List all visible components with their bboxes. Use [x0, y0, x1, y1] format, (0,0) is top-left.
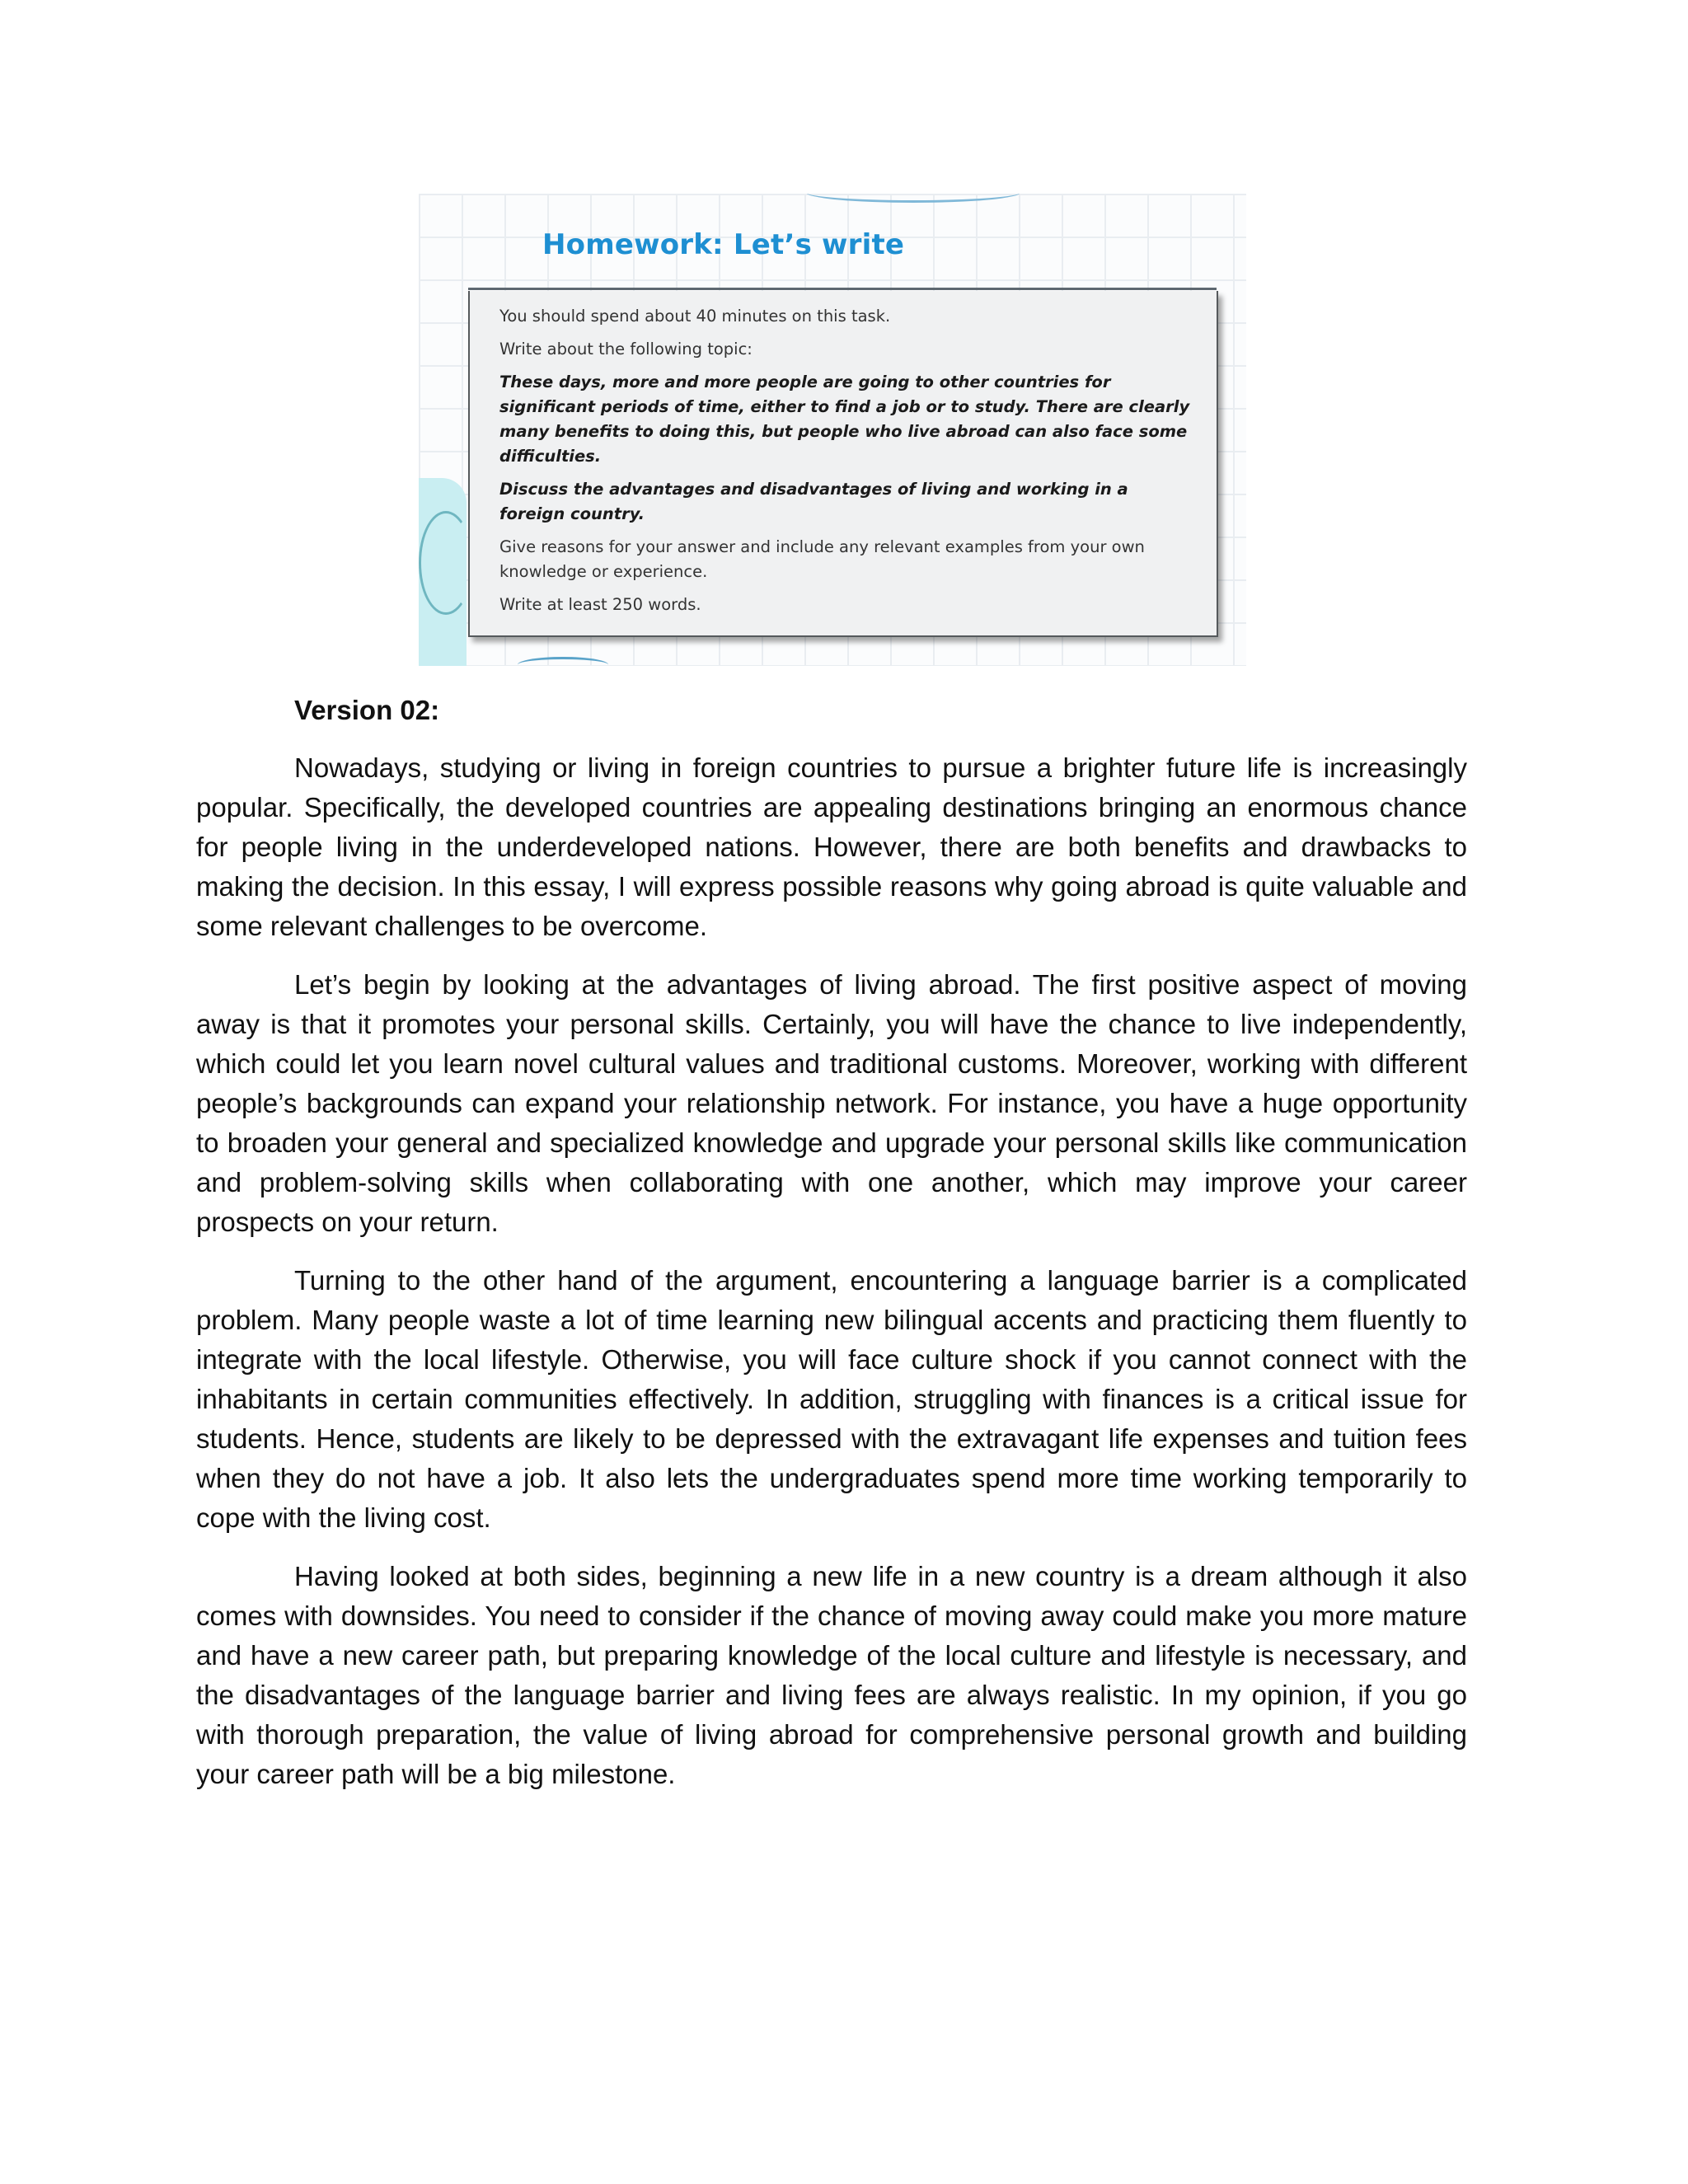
essay-body	[196, 748, 1467, 1813]
homework-title: Homework: Let’s write	[542, 228, 905, 261]
homework-title-rule	[468, 288, 1217, 290]
decorative-arc-bottom	[518, 657, 608, 666]
essay-paragraph-disadvantages: Turning to the other hand of the argument, encountering a language barrier is a complicated problem. Many people waste a lot of time learning new bilingual accents and practicing them fluently to integrate with the local lifestyle. Otherwise, you will face culture shock if you cannot connect with the inhabitants in certain communities effectively. In addition, struggling with finances is a critical issue for students. Hence, students are likely to be depressed with the extravagant life expenses and tuition fees when they do not have a job. It also lets the undergraduates spend more time working temporarily to cope with the living cost.	[196, 1265, 1467, 1533]
homework-instruction-topic: Write about the following topic:	[499, 340, 753, 359]
decorative-map-shape	[419, 478, 467, 666]
homework-task-image	[419, 194, 1246, 666]
decorative-arc-top	[806, 194, 1020, 203]
homework-instruction-time: You should spend about 40 minutes on this task.	[499, 307, 891, 326]
homework-task: Discuss the advantages and disadvantages of living and working in a foreign country.	[499, 480, 1128, 523]
homework-reasons: Give reasons for your answer and include any relevant examples from your own knowledge or experience.	[499, 537, 1145, 581]
essay-paragraph-introduction: Nowadays, studying or living in foreign countries to pursue a brighter future life is increasingly popular. Specifically, the developed countries are appealing destinations bringing an enormous chance for people living in the underdeveloped nations. However, there are both benefits and drawbacks to making the decision. In this essay, I will express possible reasons why going abroad is quite valuable and some relevant challenges to be overcome.	[196, 752, 1467, 941]
homework-word-count: Write at least 250 words.	[499, 595, 701, 614]
homework-task-box	[468, 291, 1218, 637]
homework-prompt: These days, more and more people are going to other countries for significant periods of time, either to find a job or to study. There are clearly many benefits to doing this, but people who live abroad can also face some difficulties.	[499, 373, 1190, 466]
version-heading: Version 02:	[294, 695, 440, 725]
essay-paragraph-advantages: Let’s begin by looking at the advantages of living abroad. The first positive aspect of moving away is that it promotes your personal skills. Certainly, you will have the chance to live independently, which could let you learn novel cultural values and traditional customs. Moreover, working with different people’s backgrounds can expand your relationship network. For instance, you have a huge opportunity to broaden your general and specialized knowledge and upgrade your personal skills like communication and problem-solving skills when collaborating with one another, which may improve your career prospects on your return.	[196, 969, 1467, 1237]
essay-paragraph-conclusion: Having looked at both sides, beginning a new life in a new country is a dream although it also comes with downsides. You need to consider if the chance of moving away could make you more mature and have a new career path, but preparing knowledge of the local culture and lifestyle is necessary, and the disadvantages of the language barrier and living fees are always realistic. In my opinion, if you go with thorough preparation, the value of living abroad for comprehensive personal growth and building your career path will be a big milestone.	[196, 1561, 1467, 1789]
